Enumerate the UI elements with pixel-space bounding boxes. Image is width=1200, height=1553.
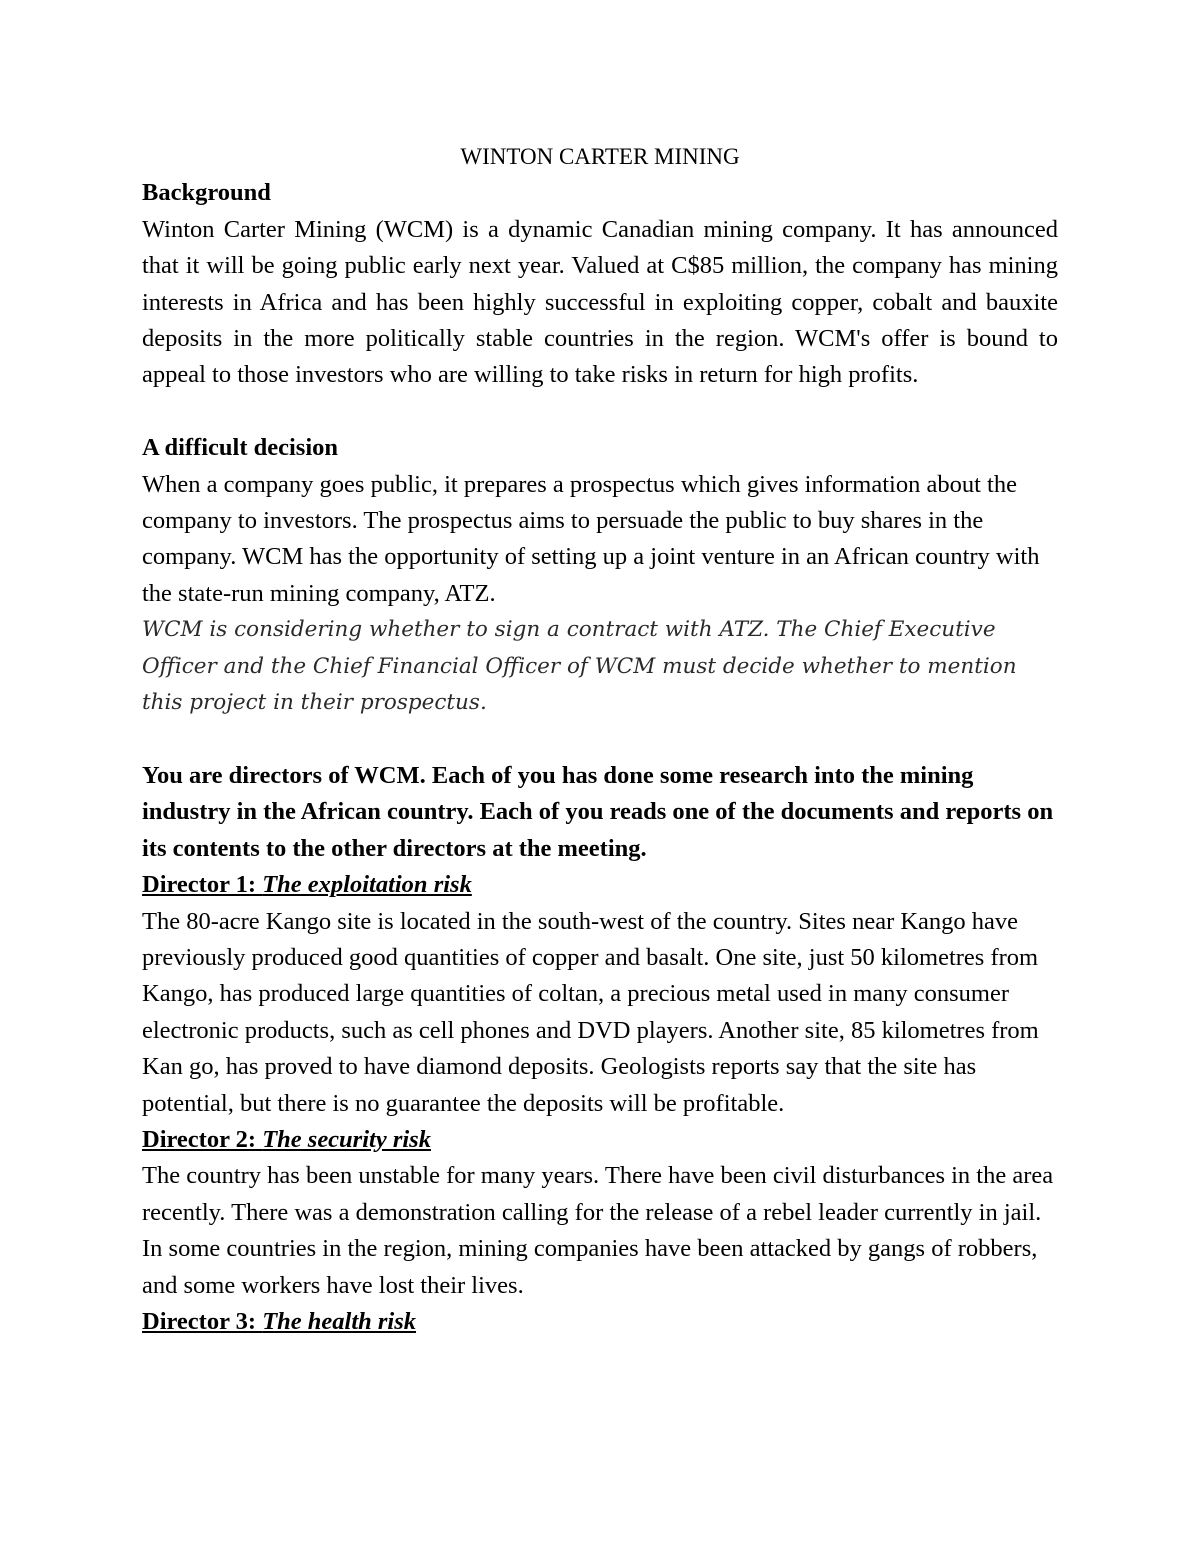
director-2-label: Director 2: [142,1125,263,1153]
background-heading: Background [142,179,271,207]
director-1-paragraph: The 80-acre Kango site is located in the south-west of the country. Sites near Kango have previously produced good quantities of copper and basalt. One site, just 50 kilometres from Kango, has produced large quantities of coltan, a precious metal used in many consumer electronic products, such as cell phones and DVD players. Another site, 85 kilometres from Kan go, has proved to have diamond deposits. Geologists reports say that the site has potential, but there is no guarantee the deposits will be profitable. [142,907,1039,1117]
director-3-subtitle: The health risk [262,1307,417,1335]
instructions-paragraph: You are directors of WCM. Each of you has done some research into the mining industry in the African country. Each of you reads one of the documents and reports on its contents to the other directors at the meeting. [142,761,1054,862]
director-3-label: Director 3: [142,1307,263,1335]
director-1-label: Director 1: [142,871,263,899]
spacer [142,721,1058,757]
decision-paragraph: When a company goes public, it prepares a prospectus which gives information about the company to investors. The prospectus aims to persuade the public to buy shares in the company. WCM has the opportunity of setting up a joint venture in an African country with the state-run mining company, ATZ. [142,470,1040,607]
document-title: WINTON CARTER MINING [460,144,740,169]
background-paragraph: Winton Carter Mining (WCM) is a dynamic Canadian mining company. It has announced that it will be going public early next year. Valued at C$85 million, the company has mining interests in Africa and has been highly successful in exploiting copper, cobalt and bauxite deposits in the more politically stable countries in the region. WCM's offer is bound to appeal to those investors who are willing to take risks in return for high profits. [142,215,1058,389]
director-2-paragraph: The country has been unstable for many years. There have been civil disturbances in the area recently. There was a demonstration calling for the release of a rebel leader currently in jail. In some countries in the region, mining companies have been attacked by gangs of robbers, and some workers have lost their lives. [142,1162,1054,1299]
director-1-heading [142,867,1058,903]
director-1-subtitle: The exploitation risk [262,871,472,899]
decision-note: WCM is considering whether to sign a contract with ATZ. The Chief Executive Officer and the Chief Financial Officer of WCM must decide whether to mention this project in their prospectus. [142,617,1017,716]
spacer [142,394,1058,430]
decision-heading: A difficult decision [142,434,339,462]
director-3-heading [142,1304,1058,1340]
director-2-subtitle: The security risk [262,1125,431,1153]
director-2-heading [142,1122,1058,1158]
document-page [142,139,1058,1340]
